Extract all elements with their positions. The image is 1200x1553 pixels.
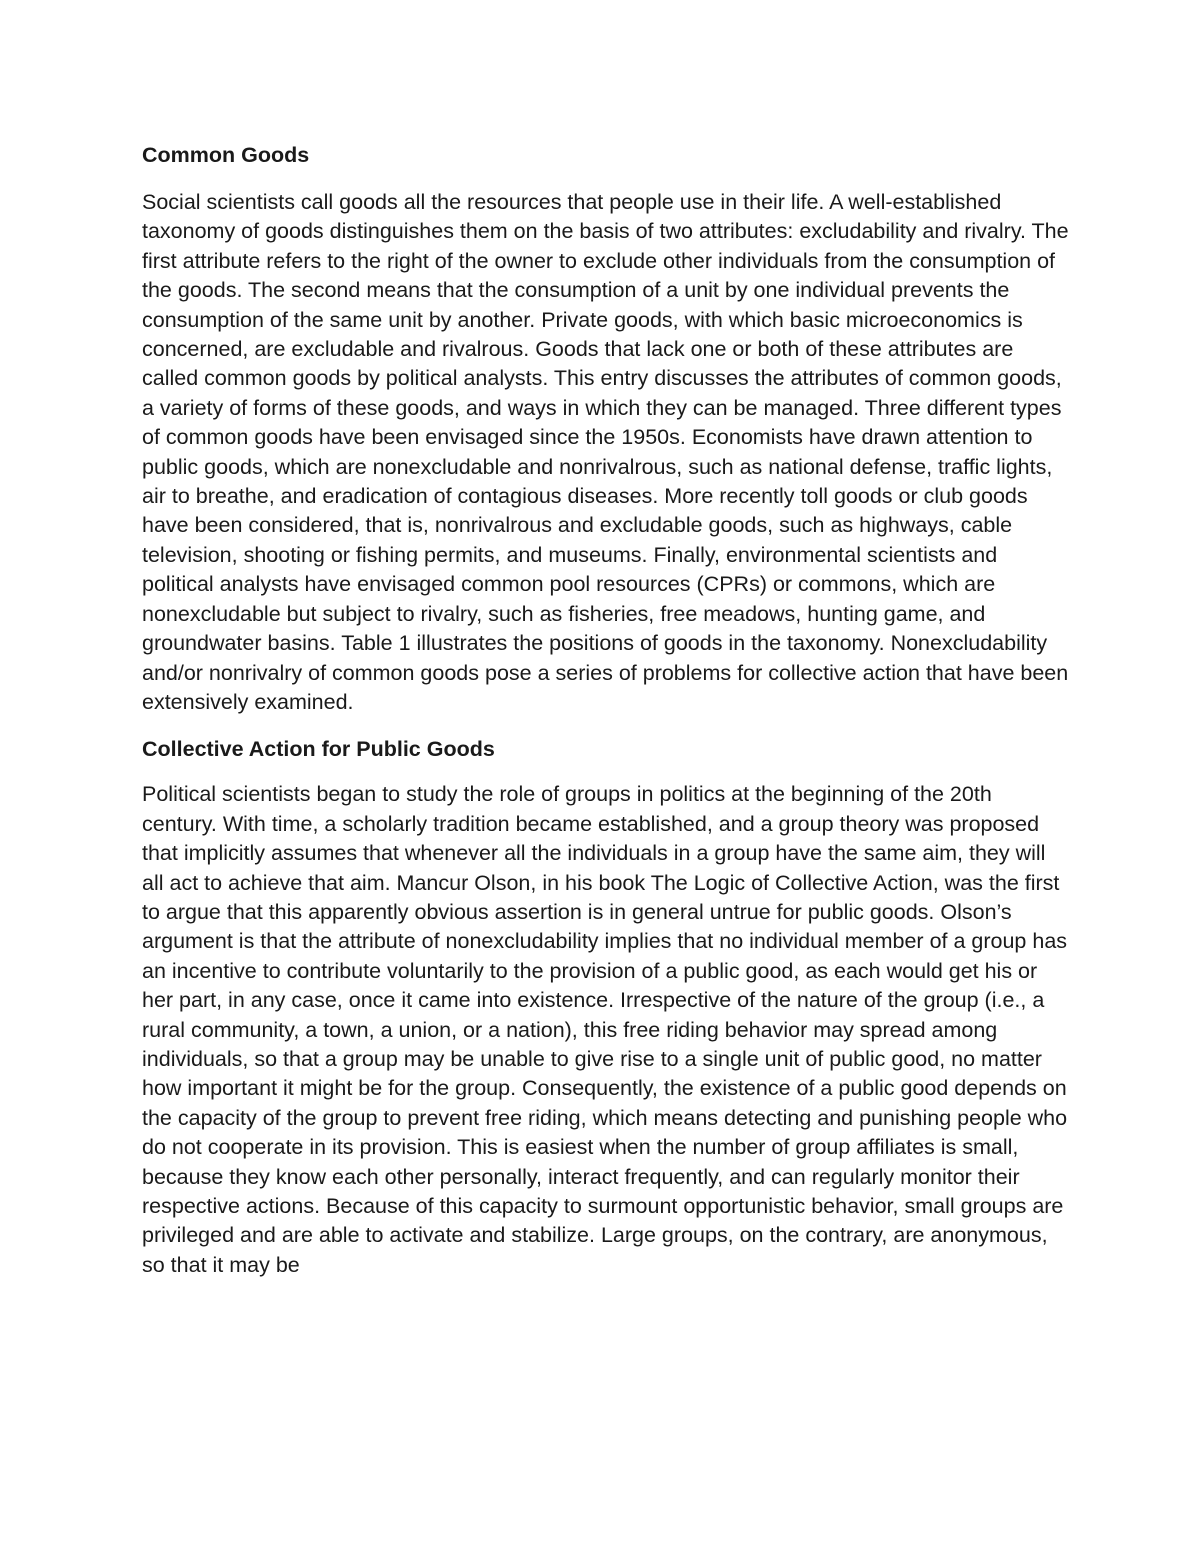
- section-paragraph-common-goods: Social scientists call goods all the resources that people use in their life. A well-established taxonomy of goods distinguishes them on the basis of two attributes: excludability and rivalry. The first attribute refers to the right of the owner to exclude other individuals from the consumption of the goods. The second means that the consumption of a unit by one individual prevents the consumption of the same unit by another. Private goods, with which basic microeconomics is concerned, are excludable and rivalrous. Goods that lack one or both of these attributes are called common goods by political analysts. This entry discusses the attributes of common goods, a variety of forms of these goods, and ways in which they can be managed. Three different types of common goods have been envisaged since the 1950s. Economists have drawn attention to public goods, which are nonexcludable and nonrivalrous, such as national defense, traffic lights, air to breathe, and eradication of contagious diseases. More recently toll goods or club goods have been considered, that is, nonrivalrous and excludable goods, such as highways, cable television, shooting or fishing permits, and museums. Finally, environmental scientists and political analysts have envisaged common pool resources (CPRs) or commons, which are nonexcludable but subject to rivalry, such as fisheries, free meadows, hunting game, and groundwater basins. Table 1 illustrates the positions of goods in the taxonomy. Nonexcludability and/or nonrivalry of common goods pose a series of problems for collective action that have been extensively examined.: [142, 190, 1069, 714]
- section-paragraph-collective-action: Political scientists began to study the role of groups in politics at the beginning of the 20th century. With time, a scholarly tradition became established, and a group theory was proposed that implicitly assumes that whenever all the individuals in a group have the same aim, they will all act to achieve that aim. Mancur Olson, in his book The Logic of Collective Action, was the first to argue that this apparently obvious assertion is in general untrue for public goods. Olson’s argument is that the attribute of nonexcludability implies that no individual member of a group has an incentive to contribute voluntarily to the provision of a public good, as each would get his or her part, in any case, once it came into existence. Irrespective of the nature of the group (i.e., a rural community, a town, a union, or a nation), this free riding behavior may spread among individuals, so that a group may be unable to give rise to a single unit of public good, no matter how important it might be for the group. Consequently, the existence of a public good depends on the capacity of the group to prevent free riding, which means detecting and punishing people who do not cooperate in its provision. This is easiest when the number of group affiliates is small, because they know each other personally, interact frequently, and can regularly monitor their respective actions. Because of this capacity to surmount opportunistic behavior, small groups are privileged and are able to activate and stabilize. Large groups, on the contrary, are anonymous, so that it may be: [142, 782, 1068, 1277]
- section-heading-collective-action: Collective Action for Public Goods: [142, 737, 495, 762]
- document-body: [142, 140, 1072, 1280]
- section-heading-common-goods: Common Goods: [142, 143, 310, 167]
